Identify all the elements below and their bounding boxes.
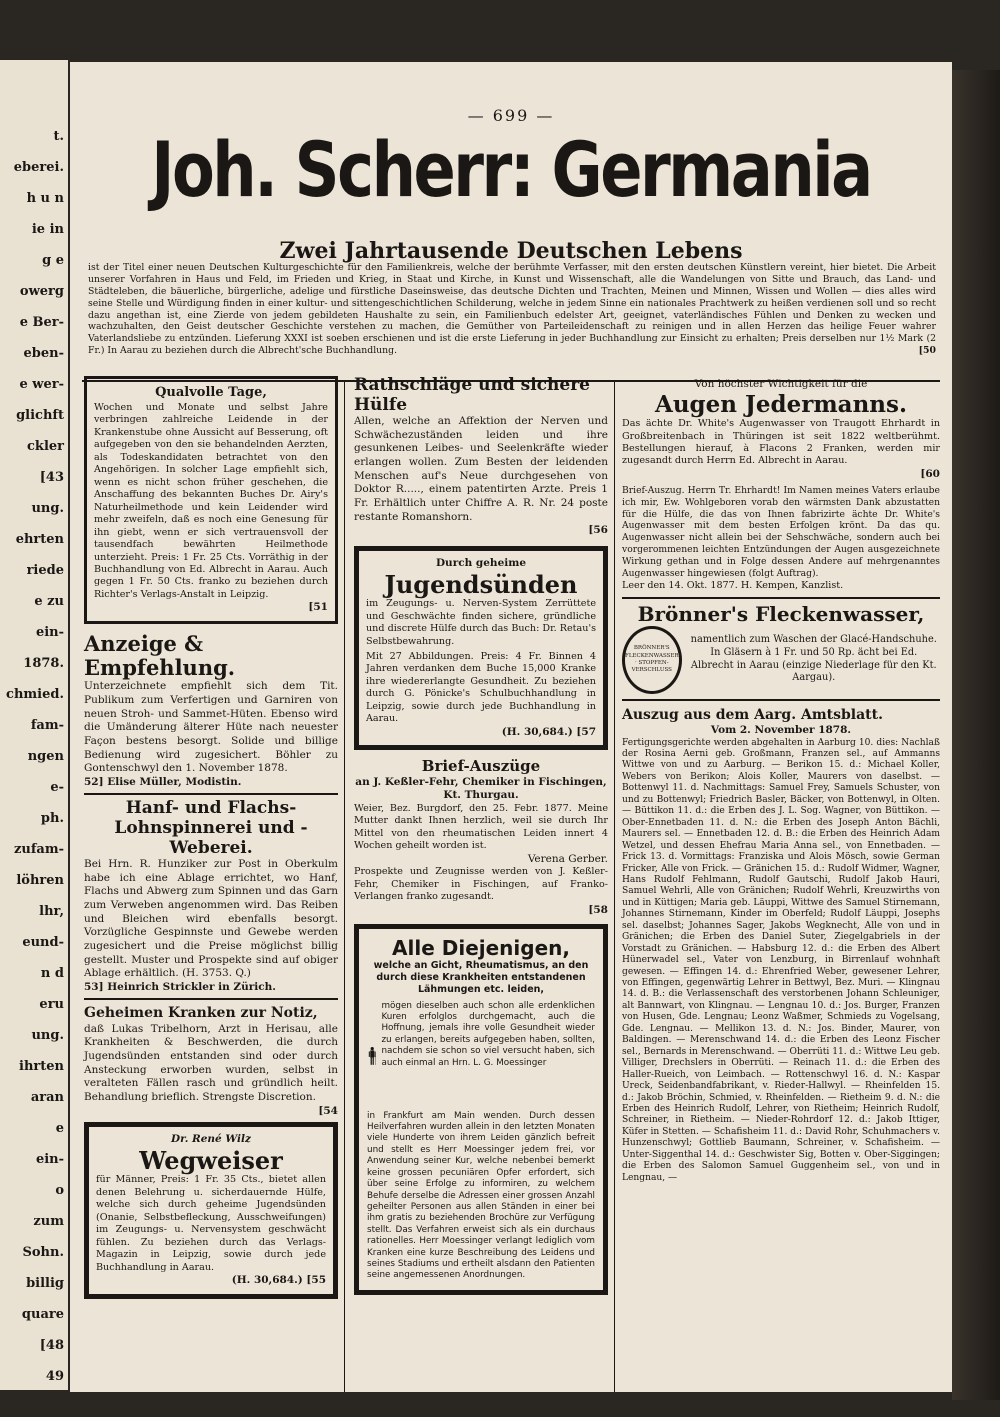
wegweiser-ref: (H. 30,684.) [55	[231, 1274, 326, 1287]
book-spine	[952, 70, 1000, 1400]
left-fragment: o	[55, 1183, 64, 1198]
alle-row	[367, 1001, 595, 1111]
newspaper-page	[70, 62, 952, 1392]
left-fragment: g e	[42, 253, 64, 268]
left-fragment: ckler	[27, 439, 64, 454]
left-page-edge	[0, 60, 68, 1390]
left-fragment: e Ber-	[19, 315, 64, 330]
jugend-ref: (H. 30,684.) [57	[501, 725, 596, 738]
wegweiser-body: für Männer, Preis: 1 Fr. 35 Cts., bietet allen denen Belehrung u. sicherdauernde Hülfe, welche sich durch geheime Jugendsünden (Onanie, Selbstbefleckung, Ausschweifungen) im Zeugungs- u. Nervensystem geschwächt fühlen. Zu beziehen durch das Verlags-Magazin in Leipzig, sowie durch jede Buchhandlung in Aarau.	[96, 1174, 326, 1273]
jugend-body: im Zeugungs- u. Nerven-System Zerrüttete und Geschwächte finden sichere, gründliche und discrete Hülfe durch das Buch: Dr. Retau's Selbstbewahrung.	[366, 598, 596, 647]
left-fragment: quare	[21, 1307, 64, 1322]
left-fragment: zum	[33, 1214, 64, 1229]
alle-body3: in Frankfurt am Main wenden. Durch dessen Heilverfahren wurden allein in den letzten Monaten viele Hunderte von ihrem Leiden gänzlich befreit und stellt es Herr Moessinger jedem frei, vor Anwendung seiner Kur, welche nebenbei bemerkt keine grossen pecuniären Opfer erfordert, sich über seine Erfolge zu informiren, zu welchem Behufe derselbe die Adressen einer grossen Anzahl geheilter Personen aus allen Ständen in einer bei ihm gratis zu beziehenden Brochüre zur Verfügung stellt. Das Verfahren erweist sich als ein durchaus rationelles. Herr Moessinger verlangt lediglich vom Kranken eine kurze Beschreibung des Leidens und seines Stadiums und ertheilt alsdann den Patienten seine angemessenen Anordnungen.	[367, 1110, 595, 1281]
left-fragment: 1878.	[23, 656, 64, 671]
ad-brief-sub: an J. Keßler-Fehr, Chemiker in Fischingen, Kt. Thurgau.	[355, 775, 607, 802]
ad-augen-body: Das ächte Dr. White's Augenwasser von Traugott Ehrhardt in Großbreitenbach in Thüringen ist seit 1822 weltberühmt. Bestellungen hierauf, à Flacons 2 Franken, werden mir zugesandt durch Herrn Ed. Albrecht in Aarau.	[622, 418, 940, 467]
ad-body: Wochen und Monate und selbst Jahre verbringen zahlreiche Leidende in der Krankenstube ohne Aussicht auf Besserung, oft aufgegeben von den sie behandelnden Aerzten, als Todeskandidaten betrachtet von den Angehörigen. In solcher Lage empfiehlt sich, wenn es nicht schon früher geschehen, die Anschaffung des bekannten Buches Dr. Airy's Naturheilmethode und kein Leidender wird mehr zweifeln, daß es noch eine Genesung für ihn giebt, wenn er sich vertrauensvoll der tausendfach bewährten Heilmethode unterzieht. Preis: 1 Fr. 25 Cts. Vorräthig in der Buchhandlung von Ed. Albrecht in Aarau. Auch gegen 1 Fr. 50 Cts. franko zu beziehen durch Richter's Verlags-Anstalt in Leipzig.	[94, 401, 328, 600]
left-fragment: aran	[30, 1090, 64, 1105]
left-fragment: n d	[40, 966, 64, 981]
intro-ref: [50	[918, 345, 936, 357]
wegweiser-author: Dr. René Wilz	[171, 1133, 251, 1146]
ad-brief-title: Brief-Auszüge	[421, 757, 541, 776]
ad-title: Qualvolle Tage,	[155, 385, 267, 400]
rule	[84, 793, 338, 795]
left-fragment: eberei.	[13, 160, 64, 175]
left-fragment: billig	[26, 1276, 64, 1291]
left-fragment: ihrten	[19, 1059, 64, 1074]
left-fragment: ung.	[31, 1028, 64, 1043]
ad-brief-body: Weier, Bez. Burgdorf, den 25. Febr. 1877. Meine Mutter dankt Ihnen herzlich, weil sie durch Ihr Mittel von den rheumatischen Leiden innert 4 Wochen geheilt worden ist.	[354, 802, 608, 852]
alle-body2: mögen dieselben auch schon alle erdenklichen Kuren erfolglos durchgemacht, auch die Hoffnung, jemals ihre volle Gesundheit wieder zu erlangen, bereits aufgegeben haben, sollten, nachdem sie schon so viel versucht haben, sich auch einmal an Hrn. L. G. Moessinger	[381, 1000, 595, 1068]
column-3	[622, 378, 940, 1184]
ad-bronner-title: Brönner's Fleckenwasser,	[637, 601, 925, 626]
ad-anzeige-title: Anzeige & Empfehlung.	[84, 631, 236, 681]
left-fragment: chmied.	[6, 687, 64, 702]
left-fragment: glichft	[16, 408, 64, 423]
left-fragment: riede	[26, 563, 64, 578]
ad-rath-title: Rathschläge und sichere Hülfe	[354, 375, 590, 415]
ad-qualvolle	[84, 376, 338, 624]
left-fragment: e wer-	[19, 377, 64, 392]
ad-hanf-sign: 53] Heinrich Strickler in Zürich.	[84, 980, 276, 993]
intro-body: ist der Titel einer neuen Deutschen Kulturgeschichte für den Familienkreis, welche der berühmte Verfasser, mit den ersten deutschen Künstlern vereint, hier bietet. Die Arbeit unserer Vorfahren in Haus und Feld, im Frieden und Krieg, in Staat und Kirche, in Kunst und Wissenschaft, alle die Wandelungen von Sitte und Brauch, das Land- und Städteleben, die bäuerliche, bürgerliche, adelige und fürstliche Daseinsweise, das deutsche Dichten und Trachten, Meinen und Minnen, Wissen und Wollen — dies alles wird seine Stelle und Würdigung finden in einer kultur- und sittengeschichtlichen Schilderung, welche in jedem Sinne ein nationales Prachtwerk zu heißen verdienen soll und so recht dazu angethan ist, eine Zierde von jedem gebildeten Haushalte zu sein, ein Familienbuch edelster Art, geeignet, vaterländisches Fühlen und Denken zu wecken und wachzuhalten, den Geist deutscher Geschichte verstehen zu machen, die Gemüther von Parteileidenschaft zu reinigen und in allen Herzen das heilige Feuer wahrer Vaterlandsliebe zu entzünden. Lieferung XXXI ist soeben erschienen und ist die erste Lieferung in jeder Buchhandlung zur Einsicht zu erhalten; Preis derselben nur 1½ Mark (2 Fr.) In Aarau zu beziehen durch die Albrecht'sche Buchhandlung.	[88, 262, 936, 357]
left-fragment: e zu	[34, 594, 64, 609]
left-fragment: e	[55, 1121, 64, 1136]
amtsblatt-body: Fertigungsgerichte werden abgehalten in Aarburg 10. dies: Nachlaß der Rosina Aerni geb. Großmann, Franzen sel., auf Ammanns Wittwe von und zu Aarburg. — Berikon 15. d.: Michael Koller, Webers von Berikon; Alois Koller, Maurers von daselbst. — Bottenwyl 11. d. Nachmittags: Samuel Frey, Samuels Schuster, von und zu Bottenwyl; Friedrich Basler, Bäcker, von Bottenwyl, in Olten. — Büttikon 11. d.: die Erben des J. L. Sog. Wagner, von Büttikon. — Ober-Ennetbaden 11. d. N.: die Erben des Joseph Anton Bächli, Maurers sel. — Ennetbaden 12. d. B.: die Erben des Heinrich Adam Wetzel, und dessen Ehefrau Maria Anna sel., von Ennetbaden. — Frick 13. d. Vormittags: Franziska und Alois Mösch, sowie German Fricker, Alle von Frick. — Gränichen 15. d.: Rudolf Widmer, Wagner, Hans Rudolf Fehlmann, Rudolf Gautschi, Rudolf Jakob Hauri, Samuel Wehrli, Alle von Gränichen; Rudolf Wehrli, Kreuzwirths von und in Küttigen; Maria geb. Läuppi, Wittwe des Samuel Stirnemann, Johannes Stirnemann, Kinder im Oberfeld; Rudolf Läuppi, Josephs sel. daselbst; Johannes Sager, Jakobs Wegknecht, Alle von und in Gränichen; die Erben des Daniel Suter, Ziegelgabriels in der Vorstadt zu Gränichen. — Habsburg 12. d.: die Erben des Albert Hünerwadel sel., Vater von Lenzburg, in Birrenlauf wohnhaft gewesen. — Effingen 14. d.: Ehrenfried Weber, gewesener Lehrer, von Effingen, gegenwärtig Lehrer in Bettwyl, Bez. Muri. — Klingnau 14. d. B.: die Verlassenschaft des verstorbenen Johann Schleuniger, alt Bannwart, von Klingnau. — Lengnau 10. d.: Jos. Burger, Franzen von Husen, Gde. Lengnau; Leonz Waßmer, Schmieds zu Vogelsang, Gde. Lengnau. — Mellikon 13. d. N.: Jos. Binder, Maurer, von Baldingen. — Merenschwand 14. d.: die Erben des Leonz Fischer sel., Bernards in Merenschwand. — Oberrüti 11. d.: Wittwe Leu geb. Villiger, Drechslers in Oberrüti. — Reinach 11. d.: die Erben des Haller-Rueich, von Leimbach. — Rottenschwyl 16. d. N.: Kaspar Ureck, Seidenbandfabrikant, v. Rieder-Hallwyl. — Rheinfelden 15. d.: Jakob Bröchin, Schmied, v. Rheinfelden. — Rietheim 9. d. N.: die Erben des Heinrich Rudolf, Lehrer, von Rietheim; Heinrich Rudolf, Schreiner, in Rietheim. — Nieder-Rohrdorf 12. d.: Jakob Ittiger, Küfer in Stetten. — Schafisheim 11. d.: David Rohr, Schuhmachers v. Hunzenschwyl; Gottlieb Baumann, Schreiner, v. Schafisheim. — Unter-Siggenthal 14. d.: Geschwister Sig, Botten v. Ober-Siggingen; die Erben des Salomon Samuel Guggenheim sel., von und in Lengnau, —	[622, 737, 940, 1183]
ad-rath-ref: [56	[588, 524, 608, 537]
ad-hanf-title: Hanf- und Flachs-Lohnspinnerei und -Weberei.	[114, 798, 308, 858]
seal-text: BRÖNNER'S FLECKENWASSER · STOPFEN-VERSCHLUSS	[625, 645, 679, 673]
intro-text	[88, 262, 936, 357]
ad-ref: [51	[308, 601, 328, 614]
column-2	[354, 376, 608, 1295]
man-figure-icon	[367, 1001, 377, 1111]
left-fragment: [43	[39, 470, 64, 485]
left-fragment: ein-	[35, 1152, 64, 1167]
alle-body1: welche an Gicht, Rheumatismus, an den durch diese Krankheiten entstandenen Lähmungen etc. leiden,	[373, 959, 589, 996]
ad-alle-diejenigen	[354, 924, 608, 1295]
masthead: Joh. Scherr: Germania	[151, 125, 871, 214]
left-fragment: Sohn.	[22, 1245, 64, 1260]
jugend-title: Jugendsünden	[384, 569, 578, 599]
ad-augen-letter: Brief-Auszug. Herrn Tr. Ehrhardt! Im Namen meines Vaters erlaube ich mir, Ew. Wohlgeboren vorab den wärmsten Dank abzustatten für die Hülfe, die das von Ihnen fabrizirte ächte Dr. White's Augenwasser mit dem besten Erfolgen krönt. Da das qu. Augenwasser nicht allein bei der Sehschwäche, sondern auch bei vorgerommenen leichten Entzündungen der Augen ausgezeichnete Wirkung gethan und in Folge dessen Andere auf mehrgenanntes Augenwasser hingewiesen (folgt Auftrag).	[622, 484, 940, 580]
left-fragment: ein-	[35, 625, 64, 640]
left-fragment: lhr,	[39, 904, 64, 919]
ad-geheim-title: Geheimen Kranken zur Notiz,	[84, 1005, 318, 1022]
ad-augen-sign: Leer den 14. Okt. 1877. H. Kempen, Kanzlist.	[622, 580, 844, 592]
amtsblatt-date: Vom 2. November 1878.	[710, 723, 852, 736]
left-fragment: e-	[50, 780, 64, 795]
ad-brief-foot: Prospekte und Zeugnisse werden von J. Keßler-Fehr, Chemiker in Fischingen, auf Franko-Verlangen franko zugesandt.	[354, 866, 608, 903]
left-fragment: ie in	[31, 222, 64, 237]
subtitle: Zwei Jahrtausende Deutschen Lebens	[279, 238, 743, 264]
ad-augen-title: Augen Jedermanns.	[654, 390, 907, 418]
ad-anzeige-sign: 52] Elise Müller, Modistin.	[84, 775, 242, 788]
left-fragment: t.	[53, 129, 64, 144]
ad-bronner-body: namentlich zum Waschen der Glacé-Handschuhe. In Gläsern à 1 Fr. und 50 Rp. ächt bei Ed. Albrecht in Aarau (einzige Niederlage für den Kt. Aargau).	[690, 634, 937, 684]
ad-jugendsuenden	[354, 546, 608, 751]
left-fragment: fam-	[30, 718, 64, 733]
jugend-body2: Mit 27 Abbildungen. Preis: 4 Fr. Binnen 4 Jahren verdanken dem Buche 15,000 Kranke ihre wiedererlangte Gesundheit. Zu beziehen durch G. Pönicke's Schulbuchhandlung in Leipzig, sowie durch jede Buchhandlung in Aarau.	[366, 650, 596, 725]
rule	[622, 597, 940, 599]
ad-geheim-body: daß Lukas Tribelhorn, Arzt in Herisau, alle Krankheiten & Beschwerden, die durch Jugendsünden entstanden sind oder durch Ansteckung erworben wurden, selbst in veralteten Fällen rasch und gründlich heilt. Behandlung brieflich. Strengste Discretion.	[84, 1022, 338, 1103]
bronner-seal-icon	[622, 626, 682, 694]
amtsblatt-title: Auszug aus dem Aarg. Amtsblatt.	[622, 706, 883, 723]
page-number: — 699 —	[467, 106, 555, 125]
left-fragment: ung.	[31, 501, 64, 516]
left-fragment: 49	[45, 1369, 64, 1384]
rule	[622, 699, 940, 701]
left-fragment: löhren	[16, 873, 64, 888]
left-fragment: eben-	[23, 346, 64, 361]
column-divider-1	[344, 382, 345, 1392]
ad-augen-ref: [60	[920, 467, 940, 480]
left-fragment: ph.	[40, 811, 64, 826]
left-fragment: eund-	[22, 935, 64, 950]
jugend-pre: Durch geheime	[435, 556, 527, 569]
ad-geheim-ref: [54	[318, 1104, 338, 1117]
bronner-row	[622, 626, 940, 694]
left-fragment: ehrten	[15, 532, 64, 547]
wegweiser-title: Wegweiser	[139, 1145, 283, 1175]
left-fragment: h u n	[26, 191, 64, 206]
ad-brief-ref: [58	[588, 903, 608, 916]
ad-hanf-body: Bei Hrn. R. Hunziker zur Post in Oberkulm habe ich eine Ablage errichtet, wo Hanf, Flachs und Abwerg zum Spinnen und das Garn zum Verweben angenommen wird. Das Reiben und Bleichen wird ebenfalls besorgt. Vorzügliche Gespinnste und Gewebe werden zugesichert und die Preise möglichst billig gestellt. Muster und Prospekte sind auf obiger Ablage erhältlich. (H. 3753. Q.)	[84, 858, 338, 980]
alle-title: Alle Diejenigen,	[392, 935, 570, 960]
rule	[84, 998, 338, 1000]
column-1	[84, 370, 338, 1299]
ad-rath-body: Allen, welche an Affektion der Nerven und Schwächezuständen leiden und ihre gesunkenen Leibes- und Seelenkräfte wieder erlangen wollen. Zum Besten der leidenden Menschen auf's Neue durchgesehen von Doktor R....., einem patentirten Arzte. Preis 1 Fr. Erhältlich unter Chiffre A. R. Nr. 24 poste restante Romanshorn.	[354, 415, 608, 523]
left-fragment: owerg	[19, 284, 64, 299]
column-divider-2	[614, 382, 615, 1392]
left-fragment: zufam-	[13, 842, 64, 857]
ad-wegweiser	[84, 1122, 338, 1299]
left-fragment: eru	[39, 997, 64, 1012]
left-fragment: [48	[39, 1338, 64, 1353]
left-fragment: ngen	[27, 749, 64, 764]
ad-augen-pre: Von höchster Wichtigkeit für die	[694, 378, 868, 390]
ad-brief-sign: Verena Gerber.	[527, 852, 608, 865]
ad-anzeige-body: Unterzeichnete empfiehlt sich dem Tit. Publikum zum Verfertigen und Garniren von neuen Stroh- und Sammet-Hüten. Ebenso wird die Umänderung älterer Hüte nach neuester Façon bestens besorgt. Solide und billige Bedienung wird zugesichert. Böhler zu Gontenschwyl den 1. November 1878.	[84, 680, 338, 775]
